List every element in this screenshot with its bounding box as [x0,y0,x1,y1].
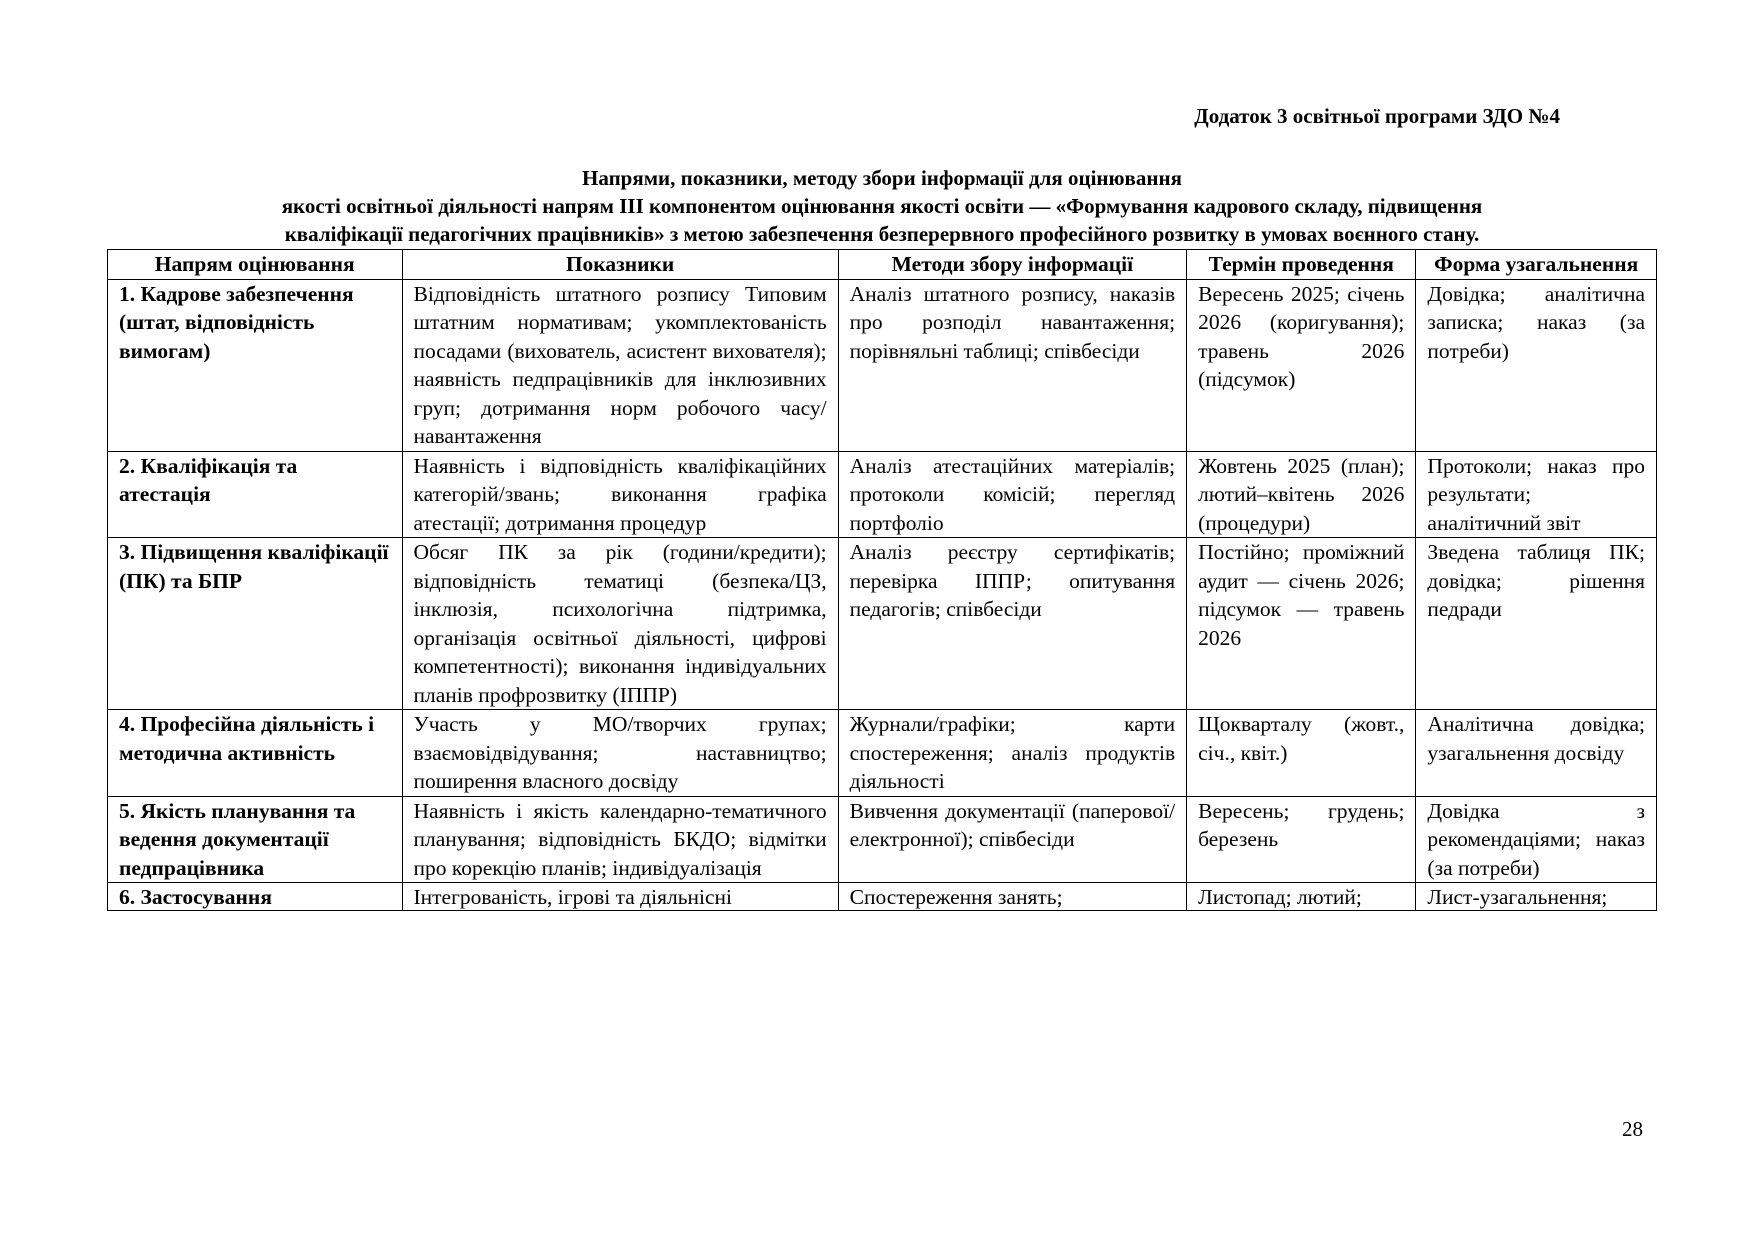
cell-form: Аналітична довідка; узагальнення досвіду [1416,710,1657,797]
cell-methods: Журнали/графіки; карти спостереження; аналіз продуктів діяльності [838,710,1186,797]
cell-term: Листопад; лютий; [1187,883,1416,911]
title-line-3: кваліфікації педагогічних працівників» з метою забезпечення безперервного професійного розвитку в умовах воєнного стану. [284,222,1480,246]
cell-direction: 4. Професійна діяльність і методична активність [108,710,403,797]
header-term: Термін проведення [1187,250,1416,280]
evaluation-table [107,249,1657,911]
cell-methods: Аналіз штатного розпису, наказів про розподіл навантаження; порівняльні таблиці; співбесіди [838,279,1186,451]
header-direction: Напрям оцінювання [108,250,403,280]
cell-term: Постійно; проміжний аудит — січень 2026; підсумок — травень 2026 [1187,538,1416,710]
cell-direction: 3. Підвищення кваліфікації (ПК) та БПР [108,538,403,710]
cell-term: Вересень 2025; січень 2026 (коригування); травень 2026 (підсумок) [1187,279,1416,451]
cell-methods: Вивчення документації (паперової/електронної); співбесіди [838,796,1186,883]
title-line-1: Напрями, показники, методу збори інформації для оцінювання [582,166,1182,190]
document-title [108,164,1656,248]
table-row [108,883,1657,911]
table-row [108,279,1657,451]
cell-term: Вересень; грудень; березень [1187,796,1416,883]
cell-direction: 1. Кадрове забезпечення (штат, відповідність вимогам) [108,279,403,451]
cell-form: Лист-узагальнення; [1416,883,1657,911]
cell-indicators: Наявність і якість календарно-тематичного планування; відповідність БКДО; відмітки про корекцію планів; індивідуалізація [402,796,838,883]
cell-term: Жовтень 2025 (план); лютий–квітень 2026 (процедури) [1187,451,1416,538]
cell-term: Щокварталу (жовт., січ., квіт.) [1187,710,1416,797]
header-form: Форма узагальнення [1416,250,1657,280]
appendix-label: Додаток 3 освітньої програми ЗДО №4 [1194,104,1560,128]
table-row [108,538,1657,710]
cell-direction: 5. Якість планування та ведення документації педпрацівника [108,796,403,883]
cell-direction: 2. Кваліфікація та атестація [108,451,403,538]
cell-methods: Спостереження занять; [838,883,1186,911]
cell-form: Довідка з рекомендаціями; наказ (за потреби) [1416,796,1657,883]
table-row [108,451,1657,538]
cell-methods: Аналіз реєстру сертифікатів; перевірка ІППР; опитування педагогів; співбесіди [838,538,1186,710]
header-methods: Методи збору інформації [838,250,1186,280]
cell-form: Довідка; аналітична записка; наказ (за потреби) [1416,279,1657,451]
cell-indicators: Наявність і відповідність кваліфікаційних категорій/звань; виконання графіка атестації; дотримання процедур [402,451,838,538]
cell-direction: 6. Застосування [108,883,403,911]
cell-form: Протоколи; наказ про результати; аналітичний звіт [1416,451,1657,538]
cell-indicators: Відповідність штатного розпису Типовим штатним нормативам; укомплектованість посадами (вихователь, асистент вихователя); наявність педпрацівників для інклюзивних груп; дотримання норм робочого часу/навантаження [402,279,838,451]
cell-form: Зведена таблиця ПК; довідка; рішення педради [1416,538,1657,710]
cell-indicators: Участь у МО/творчих групах; взаємовідвідування; наставництво; поширення власного досвіду [402,710,838,797]
cell-indicators: Обсяг ПК за рік (години/кредити); відповідність тематиці (безпека/ЦЗ, інклюзія, психологічна підтримка, організація освітньої діяльності, цифрові компетентності); виконання індивідуальних планів профрозвитку (ІППР) [402,538,838,710]
table-header-row [108,250,1657,280]
header-indicators: Показники [402,250,838,280]
page-number: 28 [1622,1117,1643,1141]
cell-methods: Аналіз атестаційних матеріалів; протоколи комісій; перегляд портфоліо [838,451,1186,538]
table-row [108,796,1657,883]
cell-indicators: Інтегрованість, ігрові та діяльнісні [402,883,838,911]
table-row [108,710,1657,797]
title-line-2: якості освітньої діяльності напрям ІІІ компонентом оцінювання якості освіти — «Формування кадрового складу, підвищення [281,194,1483,218]
